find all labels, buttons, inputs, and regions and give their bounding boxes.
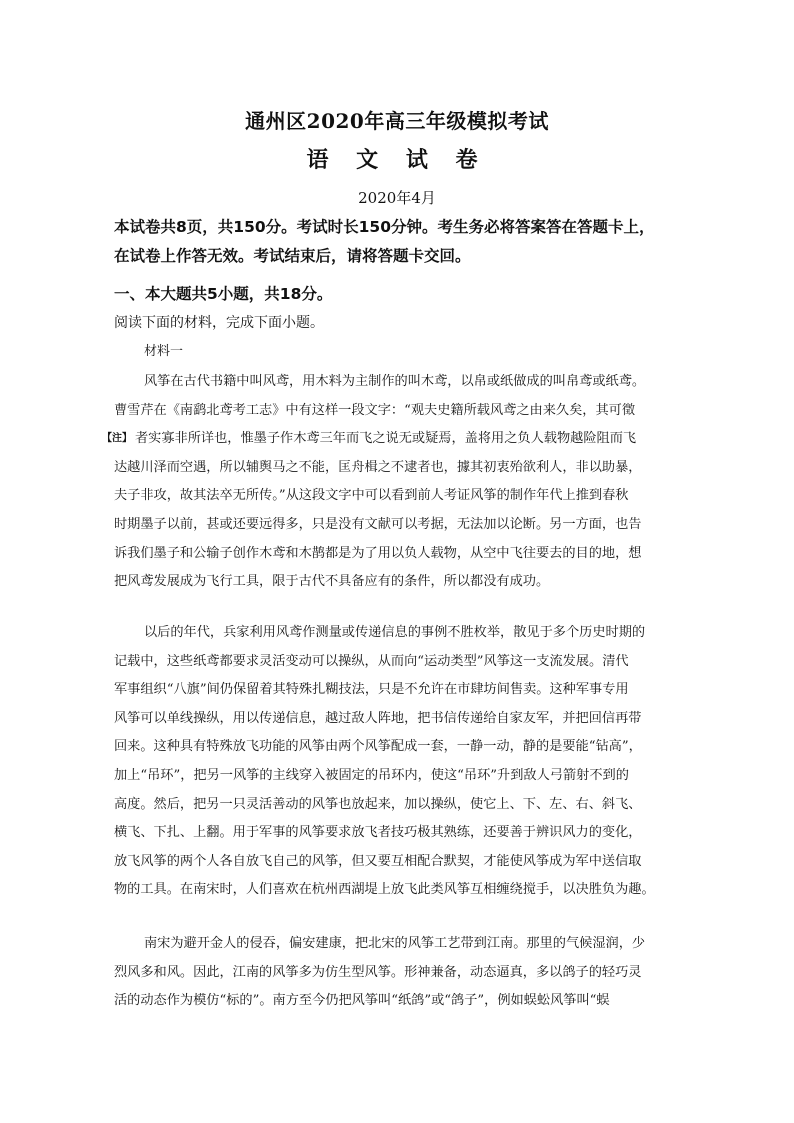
text-line — [102, 425, 689, 454]
text-line: 回来。这种具有特殊放飞功能的风筝由两个风筝配成一套，一静一动，静的是要能“钻高”， — [114, 739, 642, 755]
exam-date: 2020年4月 — [358, 189, 436, 207]
paragraph-1 — [102, 368, 689, 597]
text-line: 时期墨子以前，甚或还要远得多，只是没有文献可以考据，无法加以论断。另一方面，也告 — [114, 516, 642, 532]
text-line: 把风鸢发展成为飞行工具，限于古代不具备应有的条件，所以都没有成功。 — [114, 574, 550, 590]
paragraph-2 — [114, 619, 689, 905]
instruction-line-2: 在试卷上作答无效。考试结束后，请将答题卡交回。 — [114, 247, 471, 265]
text-line: 诉我们墨子和公输子创作木鸢和木鹊都是为了用以负人载物，从空中飞往要去的目的地，想 — [114, 545, 642, 561]
text-line: 军事组织“八旗”间仍保留着其特殊扎糊技法，只是不允许在市肆坊间售卖。这种军事专用 — [114, 682, 629, 698]
reading-prompt: 阅读下面的材料，完成下面小题。 — [114, 315, 324, 331]
text-line: 烈风多和风。因此，江南的风筝多为仿生型风筝。形神兼备，动态逼真，多以鸽子的轻巧灵 — [114, 964, 642, 980]
text-line: 高度。然后，把另一只灵活善动的风筝也放起来，加以操纵，使它上、下、左、右、斜飞、 — [114, 796, 642, 812]
material-label: 材料一 — [144, 344, 184, 359]
text-line: 达越川泽而空遇，所以辅舆马之不能，匡舟楫之不逮者也，據其初衷殆欲利人，非以助暴， — [114, 459, 642, 475]
text-line: 南宋为避开金人的侵吞，偏安建康，把北宋的风筝工艺带到江南。那里的气候湿润，少 — [144, 936, 646, 951]
exam-title: 通州区2020年高三年级模拟考试 — [245, 109, 549, 133]
instruction-line-1: 本试卷共8页，共150分。考试时长150分钟。考生务必将答案答在答题卡上， — [114, 218, 655, 236]
text-line: 活的动态作为模仿“标的”。南方至今仍把风筝叫“纸鸽”或“鸽子”，例如蜈蚣风筝叫“蜈 — [114, 993, 610, 1009]
text-line: 风筝可以单线操纵，用以传递信息，越过敌人阵地，把书信传递给自家友军，并把回信再带 — [114, 710, 642, 726]
section-heading: 一、本大题共5小题，共18分。 — [114, 285, 333, 303]
text-line: 放飞风筝的两个人各自放飞自己的风筝，但又要互相配合默契，才能使风筝成为军中送信取 — [114, 853, 642, 869]
text-line: 横飞、下扎、上翻。用于军事的风筝要求放飞者技巧极其熟练，还要善于辨识风力的变化， — [114, 825, 642, 841]
note-marker: 【注】 — [102, 432, 132, 444]
text-line: 以后的年代，兵家利用风鸢作测量或传递信息的事例不胜枚举，散见于多个历史时期的 — [144, 625, 646, 640]
paragraph-3 — [114, 930, 689, 1016]
text-line: 风筝在古代书籍中叫风鸢，用木料为主制作的叫木鸢，以帛或纸做成的叫帛鸢或纸鸢。 — [144, 374, 646, 389]
text-line: 物的工具。在南宋时，人们喜欢在杭州西湖堤上放飞此类风筝互相缠绕搅手，以决胜负为趣。 — [114, 882, 655, 898]
text-line: 记载中，这些纸鸢都要求灵活变动可以操纵，从而向“运动类型”风筝这一支流发展。清代 — [114, 653, 629, 669]
text-line: 加上“吊环”，把另一风筝的主线穿入被固定的吊环内，使这“吊环”升到敌人弓箭射不到的 — [114, 767, 629, 783]
subject-title: 语 文 试 卷 — [306, 147, 488, 173]
exam-instructions — [114, 213, 694, 271]
text-line-content: 者实寡非所详也，惟墨子作木鸢三年而飞之说无或疑焉，盖将用之负人载物越险阻而飞 — [135, 431, 637, 447]
text-line: 曹雪芹在《南鹞北鸢考工志》中有这样一段文字：“观夫史籍所载风鸢之由来久矣，其可徵 — [114, 402, 636, 418]
text-line: 夫子非攻，故其法卒无所传。”从这段文字中可以看到前人考证风筝的制作年代上推到春秋 — [114, 488, 629, 504]
